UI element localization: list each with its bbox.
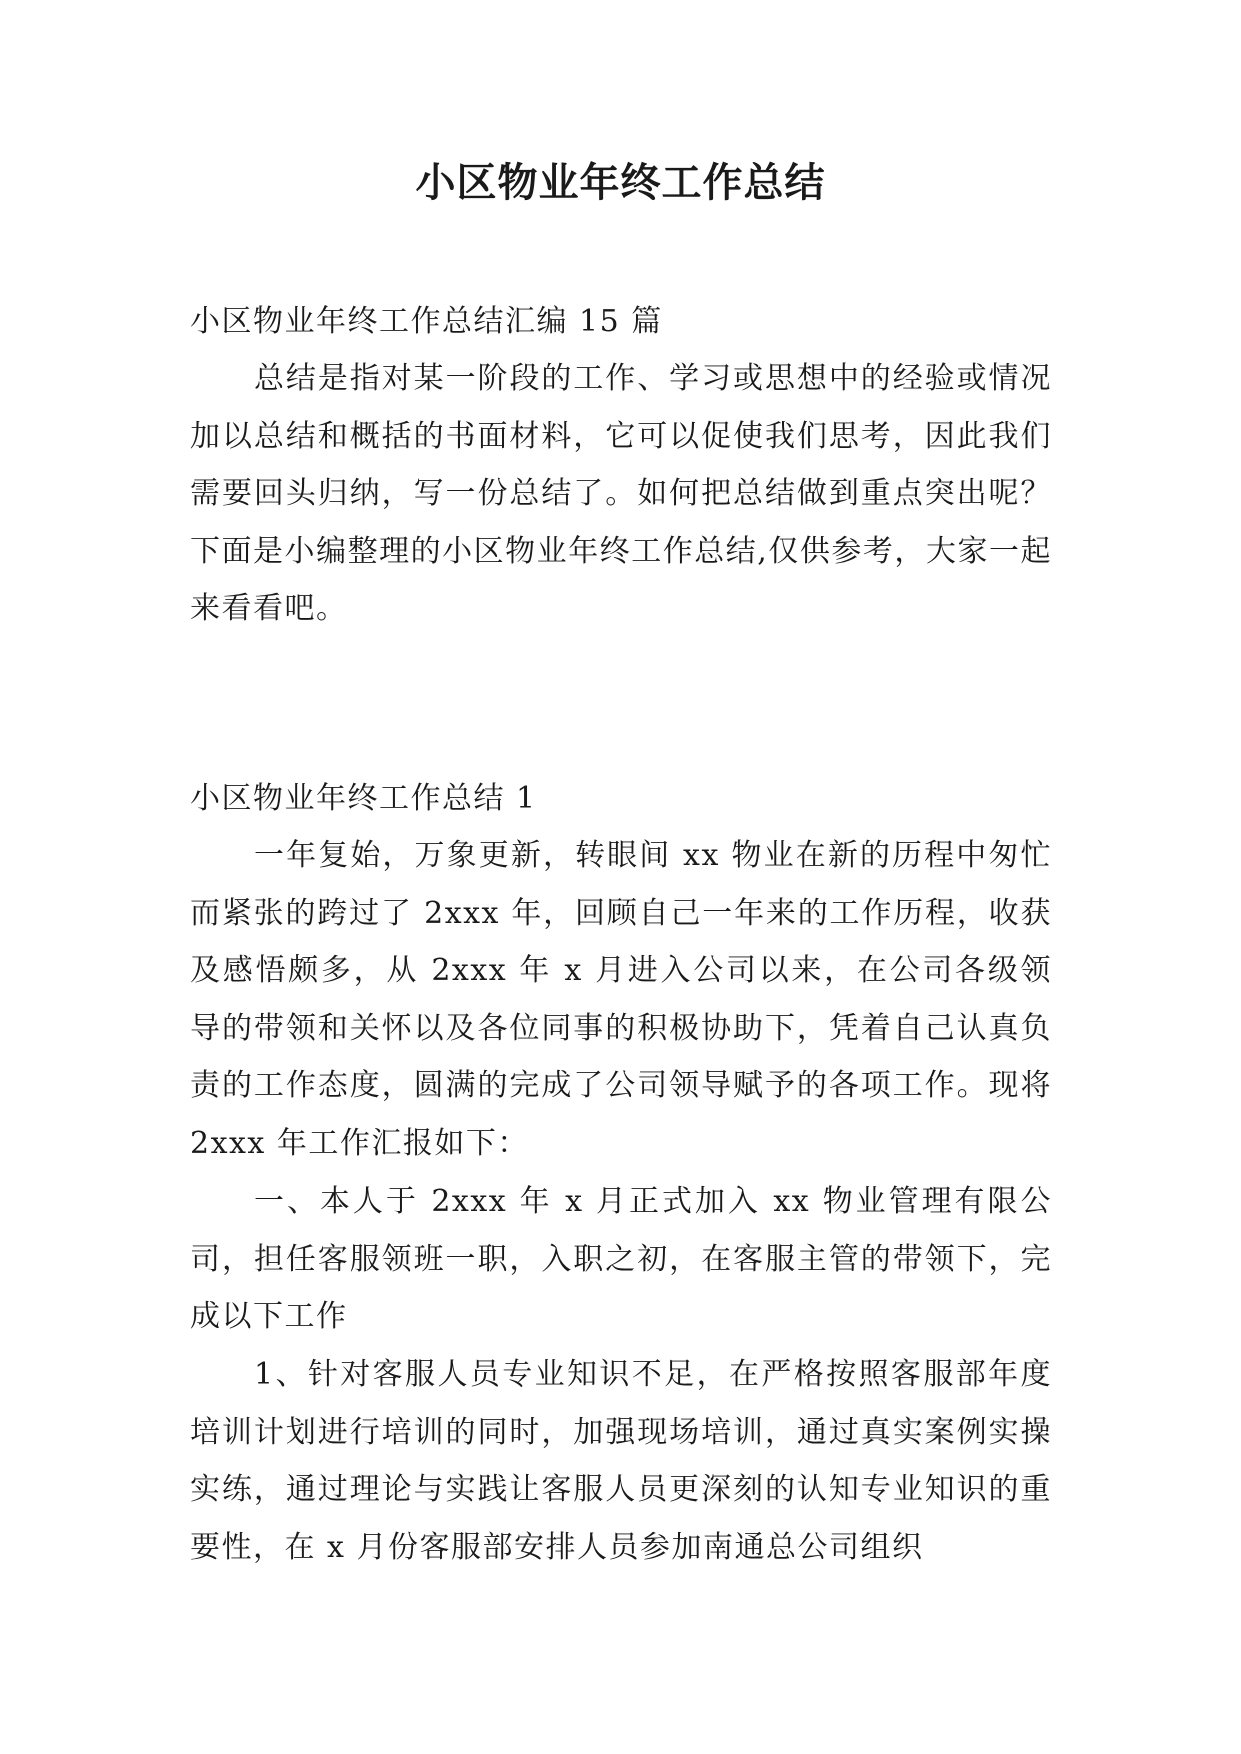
- section-heading: 小区物业年终工作总结 1: [190, 781, 537, 816]
- body-paragraph: 一年复始，万象更新，转眼间 xx 物业在新的历程中匆忙而紧张的跨过了 2xxx 年，回顾自己一年来的工作历程，收获及感悟颇多，从 2xxx 年 x 月进入公司以来，在公司各级领导的带领和关怀以及各位同事的积极协助下，凭着自己认真负责的工作态度，圆满的完成了公司领导赋予的各项工作。现将 2xxx 年工作汇报如下：: [190, 838, 1052, 1161]
- document-subtitle: 小区物业年终工作总结汇编 15 篇: [190, 304, 663, 339]
- body-paragraph: 1、针对客服人员专业知识不足，在严格按照客服部年度培训计划进行培训的同时，加强现场培训，通过真实案例实操实练，通过理论与实践让客服人员更深刻的认知专业知识的重要性，在 x 月份客服部安排人员参加南通总公司组织: [190, 1357, 1052, 1565]
- document-title: 小区物业年终工作总结: [415, 159, 826, 206]
- intro-paragraph: 总结是指对某一阶段的工作、学习或思想中的经验或情况加以总结和概括的书面材料，它可以促使我们思考，因此我们需要回头归纳，写一份总结了。如何把总结做到重点突出呢？下面是小编整理的小区物业年终工作总结,仅供参考，大家一起来看看吧。: [190, 361, 1052, 627]
- body-paragraph: 一、本人于 2xxx 年 x 月正式加入 xx 物业管理有限公司，担任客服领班一职，入职之初，在客服主管的带领下，完成以下工作: [190, 1184, 1052, 1335]
